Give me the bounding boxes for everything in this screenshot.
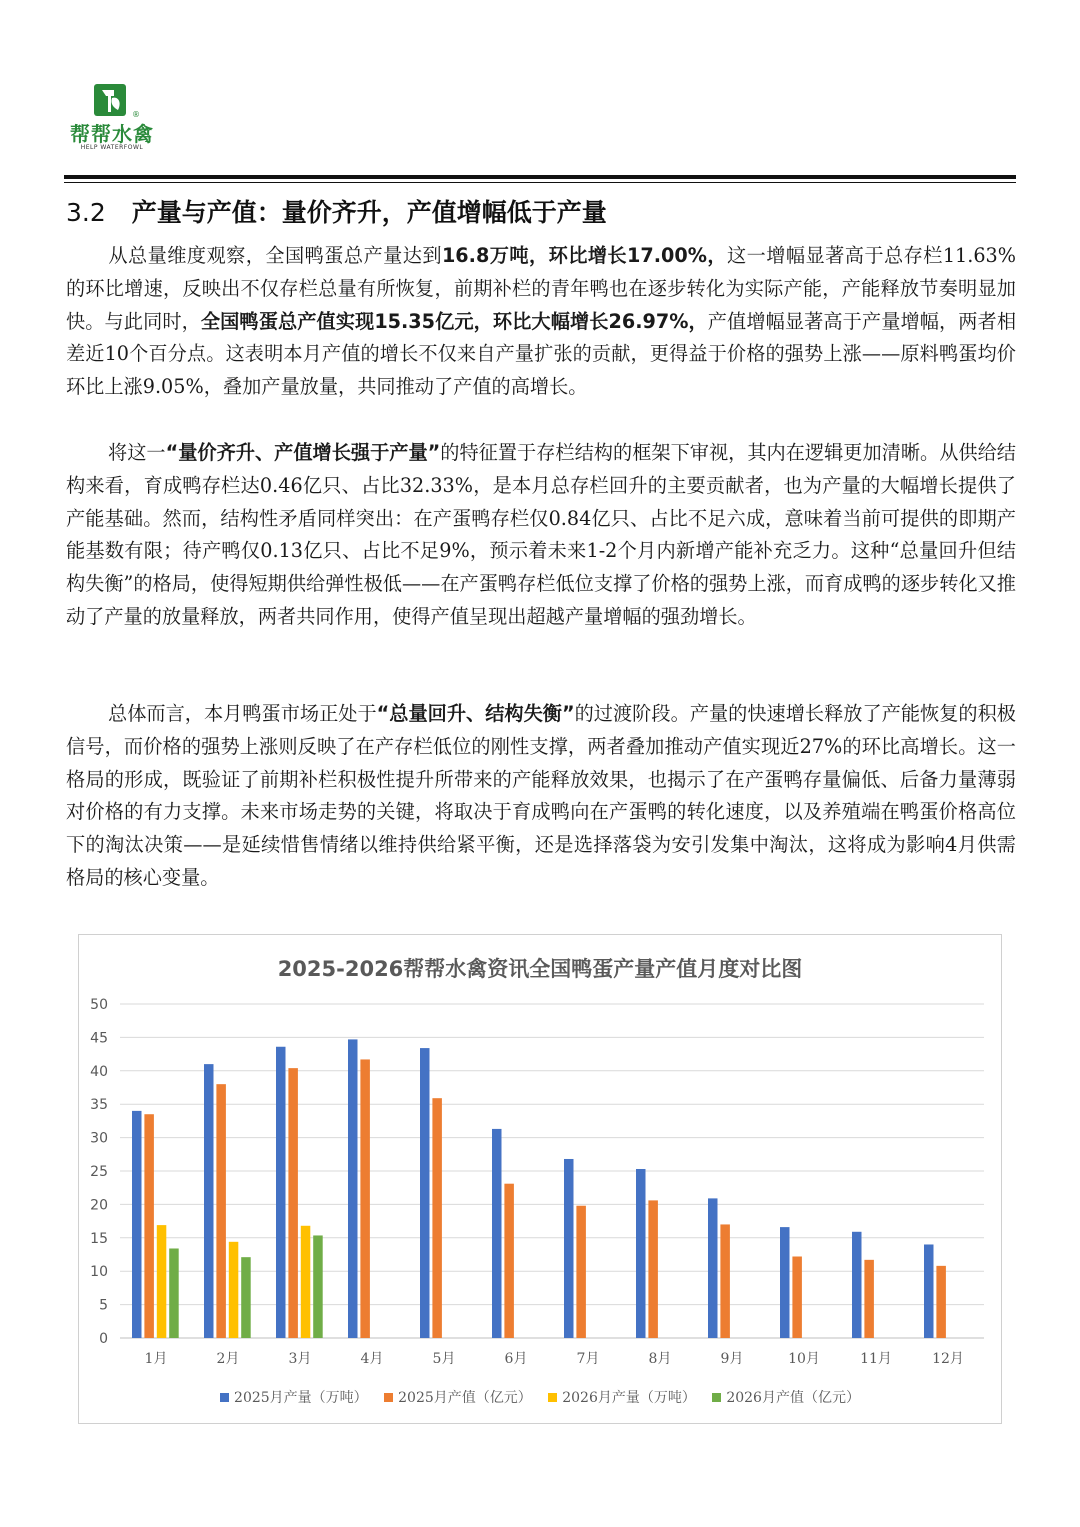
p1-bold-2: 全国鸭蛋总产值实现15.35亿元，环比大幅增长26.97%， — [200, 309, 708, 333]
x-tick-label: 3月 — [288, 1351, 312, 1367]
bar-1-3 — [276, 1047, 286, 1338]
bar-1-9 — [708, 1198, 718, 1338]
y-tick-label: 25 — [90, 1164, 108, 1180]
legend-swatch-icon — [548, 1393, 557, 1402]
bar-2-4 — [360, 1059, 370, 1338]
legend-swatch-icon — [384, 1393, 393, 1402]
legend-swatch-icon — [712, 1393, 721, 1402]
p3-text-1: 总体而言，本月鸭蛋市场正处于 — [108, 702, 377, 725]
bar-2-11 — [864, 1260, 874, 1338]
production-chart — [78, 934, 1002, 1424]
bar-2-8 — [648, 1200, 658, 1338]
y-tick-label: 40 — [90, 1063, 108, 1080]
legend-item-2026-value: 2026月产值（亿元） — [712, 1387, 860, 1407]
y-tick-label: 15 — [90, 1230, 108, 1247]
p1-text-2: 这一增幅显著高于总存栏11.63%的环比增速，反映出不仅存栏总量有所恢复，前期补栏的青年鸭也在逐步转化为实际产能，产能释放节奏明显加快。与此同时， — [66, 244, 1016, 333]
header-divider — [64, 175, 1016, 179]
company-logo — [62, 82, 162, 160]
p2-bold-1: “量价齐升、产值增长强于产量” — [165, 441, 441, 464]
y-tick-label: 10 — [90, 1264, 108, 1281]
x-tick-label: 9月 — [720, 1351, 744, 1367]
bar-1-8 — [636, 1169, 646, 1338]
y-tick-label: 35 — [90, 1097, 108, 1114]
legend-item-2026-output: 2026月产量（万吨） — [548, 1387, 696, 1407]
section-heading — [66, 193, 607, 229]
y-tick-label: 0 — [99, 1331, 108, 1347]
bar-2-5 — [432, 1098, 442, 1338]
bar-4-3 — [313, 1235, 323, 1338]
logo-subtitle: HELP WATERFOWL — [80, 144, 144, 151]
y-tick-label: 5 — [99, 1297, 108, 1314]
p1-bold-1: 16.8万吨，环比增长17.00%， — [441, 244, 728, 267]
x-tick-label: 6月 — [504, 1351, 528, 1367]
x-tick-label: 4月 — [360, 1351, 384, 1367]
y-tick-label: 20 — [90, 1197, 108, 1214]
legend-swatch-icon — [220, 1393, 229, 1402]
p2-text-1: 将这一 — [108, 441, 166, 464]
bar-2-12 — [936, 1266, 946, 1338]
p3-bold-1: “总量回升、结构失衡” — [376, 702, 575, 725]
paragraph-3 — [66, 698, 1016, 895]
bar-1-5 — [420, 1048, 430, 1338]
bar-4-1 — [169, 1248, 179, 1338]
bar-1-10 — [780, 1227, 790, 1338]
x-tick-label: 2月 — [216, 1351, 240, 1367]
bar-3-1 — [157, 1225, 167, 1338]
bar-1-4 — [348, 1039, 358, 1338]
logo-title: 帮帮水禽 — [70, 122, 154, 146]
p2-text-2: 的特征置于存栏结构的框架下审视，其内在逻辑更加清晰。从供给结构来看，育成鸭存栏达0.46亿只、占比32.33%，是本月总存栏回升的主要贡献者，也为产量的大幅增长提供了产能基础。然而，结构性矛盾同样突出：在产蛋鸭存栏仅0.84亿只、占比不足六成，意味着当前可提供的即期产能基数有限；待产鸭仅0.13亿只、占比不足9%，预示着未来1-2个月内新增产能补充乏力。这种“总量回升但结构失衡”的格局，使得短期供给弹性极低——在产蛋鸭存栏低位支撑了价格的强势上涨，而育成鸭的逐步转化又推动了产量的放量释放，两者共同作用，使得产值呈现出超越产量增幅的强劲增长。 — [66, 441, 1016, 628]
bar-2-7 — [576, 1206, 586, 1338]
bar-2-6 — [504, 1184, 514, 1338]
bar-4-2 — [241, 1257, 251, 1338]
x-tick-label: 12月 — [932, 1351, 964, 1367]
y-tick-label: 45 — [90, 1030, 108, 1047]
bar-3-3 — [301, 1226, 311, 1338]
bar-2-3 — [288, 1068, 298, 1338]
section-title: 产量与产值：量价齐升，产值增幅低于产量 — [131, 198, 607, 227]
header-divider-thin — [64, 182, 1016, 183]
bar-1-1 — [132, 1111, 142, 1338]
x-tick-label: 1月 — [144, 1351, 168, 1367]
y-tick-label: 50 — [90, 997, 108, 1013]
bar-1-7 — [564, 1159, 574, 1338]
bar-1-6 — [492, 1129, 502, 1338]
bar-1-12 — [924, 1244, 934, 1338]
paragraph-2 — [66, 437, 1016, 634]
legend-item-2025-output: 2025月产量（万吨） — [220, 1387, 368, 1407]
section-number: 3.2 — [66, 198, 106, 227]
bar-3-2 — [229, 1242, 239, 1338]
y-tick-label: 30 — [90, 1130, 108, 1147]
registered-mark: ® — [132, 110, 140, 119]
x-tick-label: 7月 — [576, 1351, 600, 1367]
chart-title: 2025-2026帮帮水禽资讯全国鸭蛋产量产值月度对比图 — [277, 957, 803, 981]
paragraph-1 — [66, 240, 1016, 404]
p1-text-3: 产值增幅显著高于产量增幅，两者相差近10个百分点。这表明本月产值的增长不仅来自产量扩张的贡献，更得益于价格的强势上涨——原料鸭蛋均价环比上涨9.05%，叠加产量放量，共同推动了产值的高增长。 — [66, 309, 1017, 399]
legend-item-2025-value: 2025月产值（亿元） — [384, 1387, 532, 1407]
bar-2-1 — [144, 1114, 154, 1338]
bar-2-9 — [720, 1224, 730, 1338]
chart-legend — [79, 1387, 1001, 1407]
bar-2-10 — [792, 1257, 802, 1338]
bar-1-11 — [852, 1232, 862, 1338]
chart-plot — [79, 935, 1001, 1423]
x-tick-label: 8月 — [648, 1351, 672, 1367]
bar-1-2 — [204, 1064, 214, 1338]
x-tick-label: 10月 — [788, 1351, 820, 1367]
leaf-logo-icon — [92, 82, 128, 118]
bar-2-2 — [216, 1084, 226, 1338]
p3-text-2: 的过渡阶段。产量的快速增长释放了产能恢复的积极信号，而价格的强势上涨则反映了在产存栏低位的刚性支撑，两者叠加推动产值实现近27%的环比高增长。这一格局的形成，既验证了前期补栏积极性提升所带来的产能释放效果，也揭示了在产蛋鸭存量偏低、后备力量薄弱对价格的有力支撑。未来市场走势的关键，将取决于育成鸭向在产蛋鸭的转化速度，以及养殖端在鸭蛋价格高位下的淘汰决策——是延续惜售情绪以维持供给紧平衡，还是选择落袋为安引发集中淘汰，这将成为影响4月供需格局的核心变量。 — [66, 702, 1016, 889]
x-tick-label: 11月 — [860, 1351, 892, 1367]
x-tick-label: 5月 — [432, 1351, 456, 1367]
p1-text-1: 从总量维度观察，全国鸭蛋总产量达到 — [108, 244, 442, 267]
